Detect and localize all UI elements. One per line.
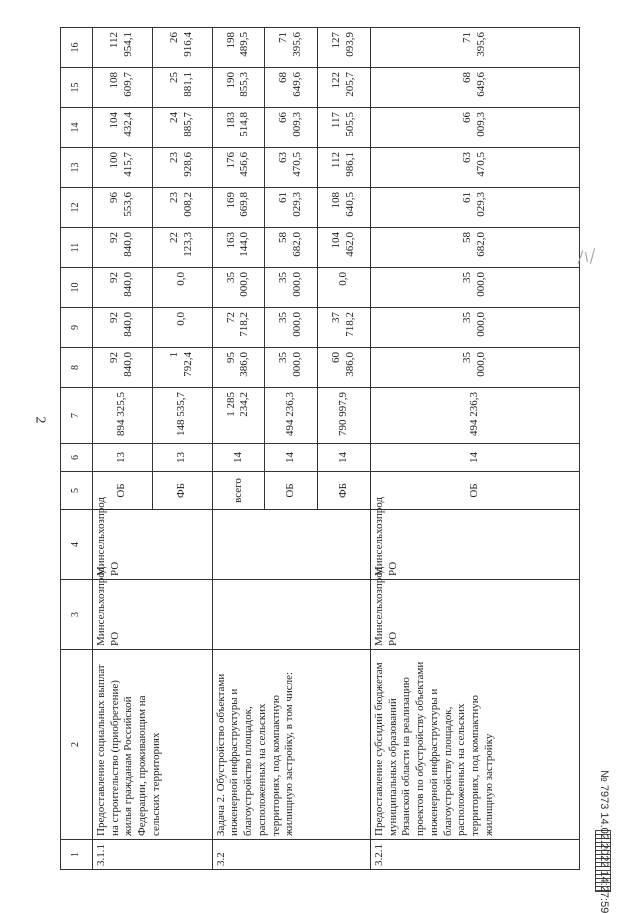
table-row (212, 28, 265, 870)
value-cell: 68 649,6 (265, 68, 318, 108)
header-cell: 12 (61, 188, 93, 228)
code-cell: 14 (265, 444, 318, 472)
value-cell: 25 881,1 (152, 68, 212, 108)
value-cell: 61 029,3 (370, 188, 579, 228)
value-cell: 100 415,7 (92, 148, 152, 188)
row-number: 3.2.1 (370, 840, 579, 870)
header-cell: 9 (61, 308, 93, 348)
header-cell: 8 (61, 348, 93, 388)
value-cell: 61 029,3 (265, 188, 318, 228)
funding-source: ОБ (370, 472, 579, 510)
header-cell: 13 (61, 148, 93, 188)
header-row (61, 28, 93, 870)
value-cell: 35 000,0 (370, 348, 579, 388)
value-cell: 26 916,4 (152, 28, 212, 68)
value-cell: 92 840,0 (92, 348, 152, 388)
value-cell: 108 640,5 (318, 188, 371, 228)
value-cell: 104 462,0 (318, 228, 371, 268)
value-cell: 71 395,6 (265, 28, 318, 68)
value-cell: 35 000,0 (370, 308, 579, 348)
value-cell: 95 386,0 (212, 348, 265, 388)
table-row (92, 28, 152, 870)
value-cell: 60 386,0 (318, 348, 371, 388)
value-cell: 92 840,0 (92, 268, 152, 308)
value-cell: 112 986,1 (318, 148, 371, 188)
value-cell: 23 008,2 (152, 188, 212, 228)
value-cell: 494 236,3 (370, 388, 579, 444)
code-cell: 14 (212, 444, 265, 472)
value-cell: 1 792,4 (152, 348, 212, 388)
header-cell: 16 (61, 28, 93, 68)
header-cell: 7 (61, 388, 93, 444)
funding-source: ОБ (92, 472, 152, 510)
header-cell: 1 (61, 840, 93, 870)
row-partner: Минсельхозпрод РО (370, 510, 579, 580)
value-cell: 1 285 234,2 (212, 388, 265, 444)
table-row (370, 28, 579, 870)
value-cell: 66 009,3 (265, 108, 318, 148)
row-executor (212, 580, 370, 650)
funding-source: всего (212, 472, 265, 510)
header-cell: 3 (61, 580, 93, 650)
value-cell: 127 093,9 (318, 28, 371, 68)
value-cell: 122 205,7 (318, 68, 371, 108)
value-cell: 0,0 (152, 268, 212, 308)
rotated-table-page (60, 32, 580, 870)
value-cell: 117 505,5 (318, 108, 371, 148)
registration-stamp (592, 770, 630, 913)
funding-source: ОБ (265, 472, 318, 510)
value-cell: 35 000,0 (265, 268, 318, 308)
value-cell: 163 144,0 (212, 228, 265, 268)
header-cell: 5 (61, 472, 93, 510)
value-cell: 63 470,5 (370, 148, 579, 188)
program-table (60, 27, 580, 870)
code-cell: 13 (152, 444, 212, 472)
header-cell: 14 (61, 108, 93, 148)
value-cell: 176 456,6 (212, 148, 265, 188)
value-cell: 58 682,0 (265, 228, 318, 268)
header-cell: 10 (61, 268, 93, 308)
funding-source: ФБ (318, 472, 371, 510)
row-description: Предоставление субсидий бюджетам муниципальных образований Рязанской области на реализацию проектов по обустройству объектами инженерной инфраструктуры и благоустройству площадок, расположенных на сельских территориях, под компактную жилищную застройку (370, 650, 579, 840)
row-executor: Минсельхозпрод РО (370, 580, 579, 650)
value-cell: 37 718,2 (318, 308, 371, 348)
value-cell: 35 000,0 (265, 348, 318, 388)
value-cell: 169 669,8 (212, 188, 265, 228)
value-cell: 0,0 (152, 308, 212, 348)
row-partner: Минсельхозпрод РО (92, 510, 212, 580)
value-cell: 148 535,7 (152, 388, 212, 444)
row-description: Задача 2. Обустройство объектами инженерной инфраструктуры и благоустройство площадок, расположенных на сельских территориях, под компактную жилищную застройку, в том числе: (212, 650, 370, 840)
value-cell: 790 997,9 (318, 388, 371, 444)
value-cell: 183 514,8 (212, 108, 265, 148)
value-cell: 72 718,2 (212, 308, 265, 348)
value-cell: 104 432,4 (92, 108, 152, 148)
value-cell: 96 553,6 (92, 188, 152, 228)
header-cell: 11 (61, 228, 93, 268)
value-cell: 0,0 (318, 268, 371, 308)
row-number: 3.1.1 (92, 840, 212, 870)
code-cell: 14 (318, 444, 371, 472)
header-cell: 6 (61, 444, 93, 472)
value-cell: 494 236,3 (265, 388, 318, 444)
value-cell: 63 470,5 (265, 148, 318, 188)
row-partner (212, 510, 370, 580)
value-cell: 35 000,0 (265, 308, 318, 348)
value-cell: 22 123,3 (152, 228, 212, 268)
value-cell: 68 649,6 (370, 68, 579, 108)
row-description: Предоставление социальных выплат на строительство (приобретение) жилья гражданам Российской Федерации, проживающим на сельских территориях (92, 650, 212, 840)
value-cell: 35 000,0 (370, 268, 579, 308)
header-cell: 15 (61, 68, 93, 108)
value-cell: 894 325,5 (92, 388, 152, 444)
value-cell: 71 395,6 (370, 28, 579, 68)
scan-marks (560, 240, 620, 300)
header-cell: 4 (61, 510, 93, 580)
stamp-text: № 7973 14.02.2022 14:27:59 (598, 770, 610, 913)
value-cell: 92 840,0 (92, 308, 152, 348)
value-cell: 112 954,1 (92, 28, 152, 68)
value-cell: 66 009,3 (370, 108, 579, 148)
row-executor: Минсельхозпрод РО (92, 580, 212, 650)
value-cell: 24 885,7 (152, 108, 212, 148)
value-cell: 92 840,0 (92, 228, 152, 268)
value-cell: 190 855,3 (212, 68, 265, 108)
funding-source: ФБ (152, 472, 212, 510)
header-cell: 2 (61, 650, 93, 840)
value-cell: 35 000,0 (212, 268, 265, 308)
value-cell: 23 928,6 (152, 148, 212, 188)
row-number: 3.2 (212, 840, 370, 870)
code-cell: 13 (92, 444, 152, 472)
value-cell: 58 682,0 (370, 228, 579, 268)
code-cell: 14 (370, 444, 579, 472)
page-number: 2 (32, 416, 48, 424)
value-cell: 198 489,5 (212, 28, 265, 68)
value-cell: 108 609,7 (92, 68, 152, 108)
